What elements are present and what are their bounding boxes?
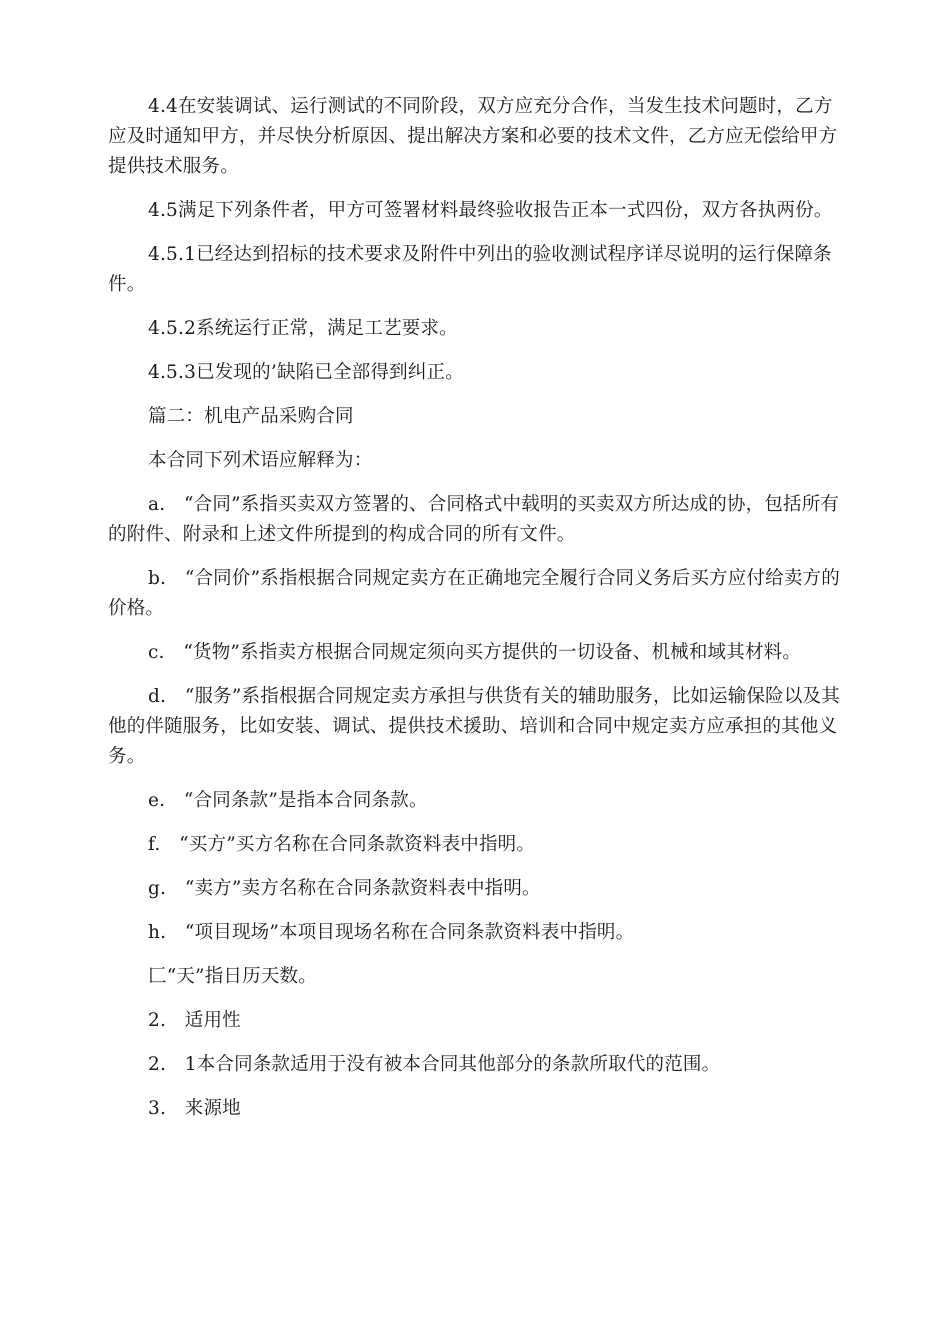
paragraph-4-5-3: 4.5.3已发现的’缺陷已全部得到纠正。 <box>148 362 464 383</box>
clause-2-1: 2. 1本合同条款适用于没有被本合同其他部分的条款所取代的范围。 <box>148 1054 721 1075</box>
term-g-seller: g. “卖方”卖方名称在合同条款资料表中指明。 <box>148 878 541 899</box>
term-a-contract: a. “合同”系指买卖双方签署的、合同格式中载明的买卖双方所达成的协，包括所有的附件、附录和上述文件所提到的构成合同的所有文件。 <box>108 494 840 545</box>
paragraph-4-5-2: 4.5.2系统运行正常，满足工艺要求。 <box>148 318 458 339</box>
term-e-contract-terms: e. “合同条款”是指本合同条款。 <box>148 790 428 811</box>
paragraph-4-5-1: 4.5.1已经达到招标的技术要求及附件中列出的验收测试程序详尽说明的运行保障条件。 <box>108 244 832 295</box>
terms-intro: 本合同下列术语应解释为： <box>148 450 373 471</box>
term-f-buyer: f. “买方”买方名称在合同条款资料表中指明。 <box>148 834 536 855</box>
paragraph-4-4: 4.4在安装调试、运行测试的不同阶段，双方应充分合作，当发生技术问题时，乙方应及时通知甲方，并尽快分析原因、提出解决方案和必要的技术文件，乙方应无偿给甲方提供技术服务。 <box>108 96 838 177</box>
term-c-goods: c. “货物”系指卖方根据合同规定须向买方提供的一切设备、机械和域其材料。 <box>148 642 802 663</box>
paragraph-4-5: 4.5满足下列条件者，甲方可签署材料最终验收报告正本一式四份，双方各执两份。 <box>148 200 833 221</box>
term-d-services: d. “服务”系指根据合同规定卖方承担与供货有关的辅助服务，比如运输保险以及其他的伴随服务，比如安装、调试、提供技术援助、培训和合同中规定卖方应承担的其他义务。 <box>108 686 840 767</box>
section-heading-part-two: 篇二：机电产品采购合同 <box>148 406 354 427</box>
term-i-day: 匚“天”指日历天数。 <box>148 966 317 987</box>
section-3-origin: 3. 来源地 <box>148 1098 241 1119</box>
document-page <box>108 92 842 1138</box>
term-b-contract-price: b. “合同价”系指根据合同规定卖方在正确地完全履行合同义务后买方应付给卖方的价格。 <box>108 568 840 619</box>
term-h-project-site: h. “项目现场”本项目现场名称在合同条款资料表中指明。 <box>148 922 635 943</box>
section-2-applicability: 2. 适用性 <box>148 1010 241 1031</box>
